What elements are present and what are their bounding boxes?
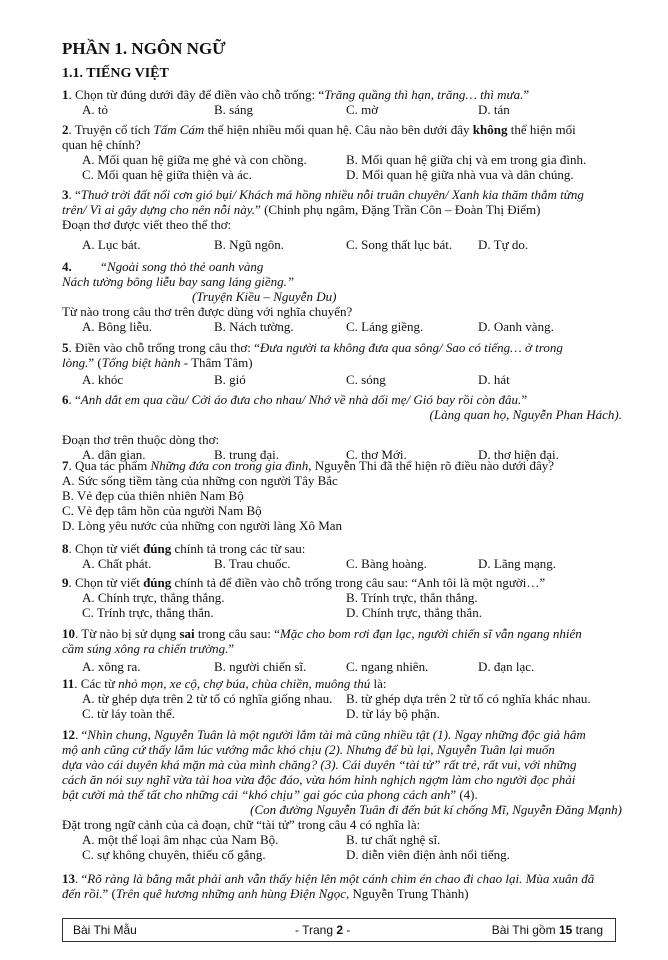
option-a[interactable]: A. từ ghép dựa trên 2 từ tố có nghĩa giống nhau. xyxy=(82,691,333,706)
footer-text: - Trang xyxy=(295,923,337,937)
question-number: 10 xyxy=(62,626,75,641)
stem-italic: Những đứa con trong gia đình xyxy=(150,458,309,473)
stem-text: . Truyện cổ tích xyxy=(68,122,154,137)
option-d[interactable]: D. Tự do. xyxy=(478,237,529,252)
footer-page-number xyxy=(295,923,350,937)
options xyxy=(82,691,622,706)
option-b[interactable]: B. gió xyxy=(214,372,246,387)
footer-text: - xyxy=(343,923,351,937)
stem-text: ” xyxy=(521,392,528,407)
stem-italic: Thuở trời đất nổi cơn gió bụi/ Khách má hồng nhiều nỗi truân chuyên/ Xanh kia thăm thẳm từng xyxy=(80,187,584,202)
stem-text: chính tả trong các từ sau: xyxy=(171,541,306,556)
stem-text: ” (4). xyxy=(450,787,478,802)
option-b[interactable]: B. Mối quan hệ giữa chị và em trong gia đình. xyxy=(346,152,587,167)
stem-italic: đến rồi. xyxy=(62,886,103,901)
options xyxy=(82,556,622,571)
option-c[interactable]: C. Vẻ đẹp tâm hồn của người Nam Bộ xyxy=(62,503,262,518)
option-a[interactable]: A. tỏ xyxy=(82,102,108,117)
passage-line: mộ anh cũng cứ thấy lắm lúc vướng mắc khó chịu (2). Nhưng để bù lại, Nguyễn Tuân lại muốn xyxy=(62,742,555,757)
option-a[interactable]: A. một thể loại âm nhạc của Nam Bộ. xyxy=(82,832,279,847)
stem-italic: Trên quê hương những anh hùng Điện Ngọc xyxy=(115,886,347,901)
option-a[interactable]: A. Chất phát. xyxy=(82,556,152,571)
poem-line: “Ngoài song thỏ thẻ oanh vàng xyxy=(99,259,264,274)
stem-text: chính tả để điền vào chỗ trống trong câu sau: “Anh tôi là một người…” xyxy=(171,575,546,590)
option-d[interactable]: D. Oanh vàng. xyxy=(478,319,554,334)
question-5 xyxy=(62,340,622,387)
stem-italic: Anh dắt em qua cầu/ Cởi áo đưa cho nhau/ Nhớ về nhà dối mẹ/ Gió bay rồi còn đâu. xyxy=(80,392,522,407)
passage-line: cách ăn nói suy nghĩ vừa tài hoa vừa độc đáo, vừa hóm hỉnh nghịch ngợm làm cho người đọc phải xyxy=(62,772,576,787)
option-c[interactable]: C. sóng xyxy=(346,372,386,387)
stem-italic: lòng. xyxy=(62,355,89,370)
question-13 xyxy=(62,871,622,901)
stem-text: ” xyxy=(523,87,530,102)
question-number: 6 xyxy=(62,392,69,407)
stem-bold: sai xyxy=(179,626,195,641)
option-d[interactable]: D. Lãng mạng. xyxy=(478,556,556,571)
question-number: 4. xyxy=(62,259,72,274)
option-d[interactable]: D. Lòng yêu nước của những con người làng Xô Man xyxy=(62,518,343,533)
option-a[interactable]: A. Chính trực, thẳng thắng. xyxy=(82,590,225,605)
option-c[interactable]: C. sự không chuyên, thiếu cố gắng. xyxy=(82,847,266,862)
question-number: 5 xyxy=(62,340,69,355)
question-number: 11 xyxy=(62,676,75,691)
question-4 xyxy=(62,259,622,334)
stem-text: - Thâm Tâm) xyxy=(180,355,253,370)
question-8 xyxy=(62,541,622,571)
stem-italic: Tống biệt hành xyxy=(101,355,181,370)
stem-line: quan hệ chính? xyxy=(62,137,141,152)
options xyxy=(82,706,622,721)
source-citation: (Làng quan họ, Nguyễn Phan Hách). xyxy=(429,407,622,422)
options xyxy=(82,102,622,117)
option-c[interactable]: C. ngang nhiên. xyxy=(346,659,429,674)
question-number: 8 xyxy=(62,541,69,556)
stem-text: . “ xyxy=(68,187,81,202)
option-c[interactable]: C. mờ xyxy=(346,102,379,117)
option-a[interactable]: A. Lục bát. xyxy=(82,237,141,252)
stem-text: thể hiện mối xyxy=(507,122,576,137)
section-title: PHẦN 1. NGÔN NGỮ xyxy=(62,39,226,58)
question-2 xyxy=(62,122,622,182)
stem-text: thể hiện nhiều mối quan hệ. Câu nào bên dưới đây xyxy=(204,122,473,137)
footer-text: trang xyxy=(572,923,603,937)
option-c[interactable]: C. thơ Mới. xyxy=(346,447,407,462)
stem-text: là: xyxy=(370,676,387,691)
option-d[interactable]: D. Mối quan hệ giữa nhà vua và dân chúng. xyxy=(346,167,574,182)
options xyxy=(82,152,622,167)
options xyxy=(82,167,622,182)
option-d[interactable]: D. diễn viên điện ảnh nổi tiếng. xyxy=(346,847,510,862)
stem-italic: Tấm Cám xyxy=(153,122,205,137)
stem-text: ” ( xyxy=(102,886,116,901)
option-c[interactable]: C. Mối quan hệ giữa thiện và ác. xyxy=(82,167,252,182)
option-d[interactable]: D. Chính trực, thẳng thắn. xyxy=(346,605,482,620)
stem-text: trong câu sau: “ xyxy=(194,626,280,641)
stem-text: . Chọn từ viết xyxy=(68,541,144,556)
source-citation: (Con đường Nguyễn Tuân đi đến bút kí chống Mĩ, Nguyễn Đăng Mạnh) xyxy=(250,802,622,817)
stem-italic: Trăng quầng thì hạn, trăng… thì mưa. xyxy=(324,87,524,102)
option-b[interactable]: B. trung đại. xyxy=(214,447,279,462)
stem-italic: nhỏ mọn, xe cộ, chợ búa, chùa chiền, muông thú xyxy=(118,676,371,691)
options xyxy=(82,372,622,387)
stem-italic: Rõ ràng là bằng mắt phải anh vẫn thấy hiện lên một cánh chim én chao đi chao lại. Mùa xuân đã xyxy=(87,871,595,886)
option-b[interactable]: B. Nách tường. xyxy=(214,319,294,334)
stem-line: Từ nào trong câu thơ trên được dùng với nghĩa chuyển? xyxy=(62,304,353,319)
question-9 xyxy=(62,575,622,620)
options xyxy=(82,590,622,605)
stem-text: . “ xyxy=(68,392,81,407)
stem-text: . “ xyxy=(75,727,88,742)
subsection-title: 1.1. TIẾNG VIỆT xyxy=(62,66,169,81)
stem-bold: không xyxy=(472,122,508,137)
option-d[interactable]: D. đạn lạc. xyxy=(478,659,535,674)
stem-bold: đúng xyxy=(143,575,172,590)
question-10 xyxy=(62,626,622,674)
option-a[interactable]: A. dân gian. xyxy=(82,447,146,462)
stem-text: . Các từ xyxy=(74,676,119,691)
option-a[interactable]: A. Sức sống tiềm tàng của những con người Tây Bắc xyxy=(62,473,338,488)
option-a[interactable]: A. Mối quan hệ giữa mẹ ghẻ và con chồng. xyxy=(82,152,307,167)
option-b[interactable]: B. Ngũ ngôn. xyxy=(214,237,285,252)
stem-bold: đúng xyxy=(143,541,172,556)
passage-line: dựa vào cái duyên khá mặn mà của mình chăng? (3). Cái duyên “tài tử” rất trẻ, rất vui, với những xyxy=(62,757,577,772)
option-b[interactable]: B. Trau chuốc. xyxy=(214,556,291,571)
source-citation: (Truyện Kiều – Nguyễn Du) xyxy=(192,289,337,304)
stem-line: Đặt trong ngữ cảnh của cả đoạn, chữ “tài tử” trong câu 4 có nghĩa là: xyxy=(62,817,421,832)
question-number: 2 xyxy=(62,122,69,137)
option-a[interactable]: A. Bông liễu. xyxy=(82,319,153,334)
stem-text: . Chọn từ viết xyxy=(68,575,144,590)
stem-text: ” ( xyxy=(88,355,102,370)
stem-text: , Nguyễn Thi đã thể hiện rõ điều nào dưới đây? xyxy=(308,458,555,473)
option-b[interactable]: B. người chiến sĩ. xyxy=(214,659,307,674)
poem-line: Nách tường bông liễu bay sang láng giềng.” xyxy=(62,274,295,289)
question-7 xyxy=(62,458,622,533)
option-c[interactable]: C. Bàng hoàng. xyxy=(346,556,427,571)
question-11 xyxy=(62,676,622,721)
question-1 xyxy=(62,87,622,117)
options xyxy=(82,847,622,862)
options xyxy=(82,605,622,620)
question-number: 13 xyxy=(62,871,75,886)
option-b[interactable]: B. Vẻ đẹp của thiên nhiên Nam Bộ xyxy=(62,488,244,503)
stem-text: . Điền vào chỗ trống trong câu thơ: “ xyxy=(68,340,260,355)
stem-text: . “ xyxy=(75,871,88,886)
question-number: 12 xyxy=(62,727,75,742)
question-number: 7 xyxy=(62,458,69,473)
option-c[interactable]: C. Song thất lục bát. xyxy=(346,237,453,252)
stem-text: , Nguyễn Trung Thành) xyxy=(346,886,469,901)
footer-text: Bài Thi gồm xyxy=(491,923,559,937)
option-d[interactable]: D. thơ hiện đại. xyxy=(478,447,559,462)
stem-italic: cầm súng xông ra chiến trường. xyxy=(62,641,229,656)
stem-text: . Từ nào bị sử dụng xyxy=(75,626,180,641)
options xyxy=(82,319,622,334)
footer-left: Bài Thi Mẫu xyxy=(73,923,137,937)
question-number: 9 xyxy=(62,575,69,590)
stem-text: . Qua tác phẩm xyxy=(68,458,151,473)
options xyxy=(82,237,622,252)
stem-text: ” (Chinh phụ ngâm, Đặng Trần Côn – Đoàn Thị Điểm) xyxy=(255,202,541,217)
stem-italic: Đưa người ta không đưa qua sông/ Sao có tiếng… ở trong xyxy=(259,340,563,355)
passage-line: Nhìn chung, Nguyễn Tuân là một người lắm tài mà cũng nhiều tật (1). Ngay những độc giả hâm xyxy=(87,727,586,742)
stem-text: . Chọn từ đúng dưới đây để điền vào chỗ trống: “ xyxy=(68,87,325,102)
option-b[interactable]: B. từ ghép dựa trên 2 từ tố có nghĩa khác nhau. xyxy=(346,691,591,706)
question-12 xyxy=(62,727,622,862)
option-a[interactable]: A. khóc xyxy=(82,372,124,387)
option-d[interactable]: D. tán xyxy=(478,102,510,117)
option-d[interactable]: D. hát xyxy=(478,372,510,387)
options xyxy=(82,832,622,847)
question-number: 3 xyxy=(62,187,69,202)
footer-page-value: 2 xyxy=(336,923,344,937)
passage-line: bật cười mà thể tất cho những cái “khó chịu” gai góc của phong cách anh xyxy=(62,787,451,802)
option-c[interactable]: C. từ láy toàn thể. xyxy=(82,706,175,721)
stem-line: Đoạn thơ được viết theo thể thơ: xyxy=(62,217,232,232)
stem-italic: Mặc cho bom rơi đạn lạc, người chiến sĩ vẫn ngang nhiên xyxy=(279,626,582,641)
option-c[interactable]: C. Láng giềng. xyxy=(346,319,424,334)
stem-text: ” xyxy=(228,641,235,656)
option-d[interactable]: D. từ láy bộ phận. xyxy=(346,706,440,721)
option-b[interactable]: B. Trính trực, thẳn thắng. xyxy=(346,590,478,605)
option-c[interactable]: C. Trính trực, thẳng thắn. xyxy=(82,605,214,620)
stem-italic: trên/ Vì ai gây dựng cho nên nỗi này. xyxy=(62,202,256,217)
option-b[interactable]: B. sáng xyxy=(214,102,253,117)
page-footer xyxy=(62,918,616,942)
question-number: 1 xyxy=(62,87,69,102)
option-a[interactable]: A. xông ra. xyxy=(82,659,141,674)
question-3 xyxy=(62,187,622,252)
footer-total-pages xyxy=(492,923,603,937)
footer-total-value: 15 xyxy=(558,923,573,937)
stem-line: Đoạn thơ trên thuộc dòng thơ: xyxy=(62,432,220,447)
options xyxy=(82,659,622,674)
option-b[interactable]: B. tư chất nghệ sĩ. xyxy=(346,832,441,847)
question-6 xyxy=(62,392,622,462)
